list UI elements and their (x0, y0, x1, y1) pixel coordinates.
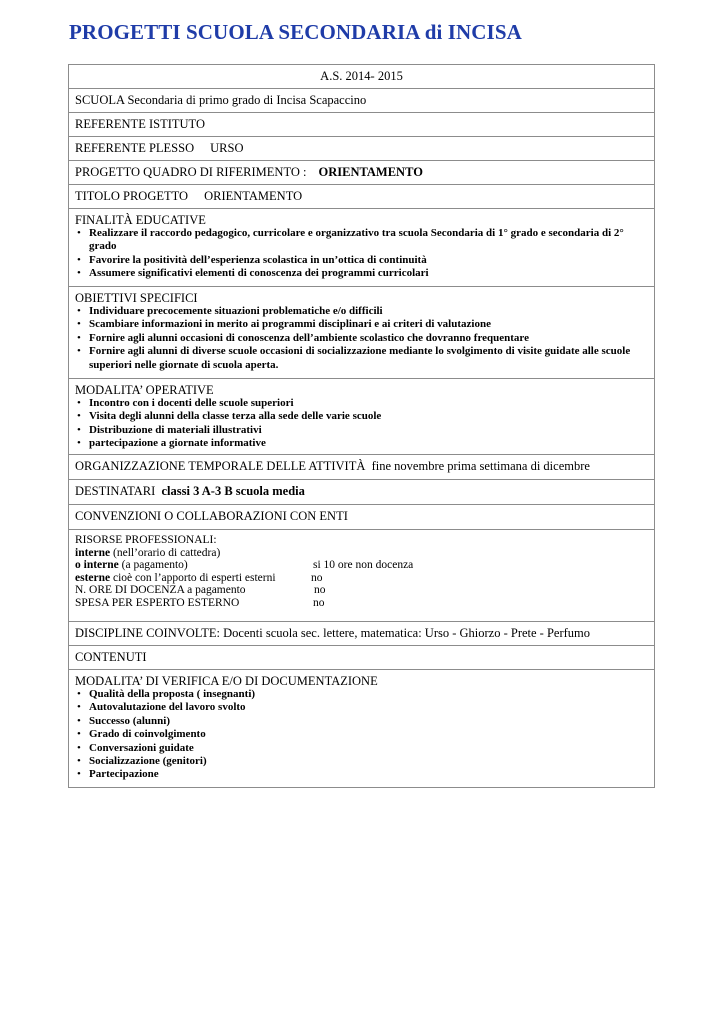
list-item: • Grado di coinvolgimento (89, 728, 648, 741)
list-item: • Qualità della proposta ( insegnanti) (89, 688, 648, 701)
row-obiettivi (69, 287, 655, 379)
verifica-list (75, 688, 648, 782)
list-item: • Visita degli alunni della classe terza alla sede delle varie scuole (89, 410, 648, 423)
list-item: • Autovalutazione del lavoro svolto (89, 701, 648, 714)
referente-plesso-label: REFERENTE PLESSO (75, 141, 195, 155)
risorse-interne (75, 547, 648, 560)
list-item: • Fornire agli alunni di diverse scuole occasioni di socializzazione mediante lo svolgimento di visite guidate alle scuole superiori nelle giornate di scuola aperta. (89, 345, 648, 372)
organizzazione-cell (69, 455, 655, 480)
ore-label: N. ORE DI DOCENZA a pagamento (75, 584, 246, 597)
finalita-heading: FINALITÀ EDUCATIVE (75, 213, 206, 227)
risorse-cell (69, 530, 655, 622)
contenuti-cell: CONTENUTI (69, 646, 655, 670)
list-item: • Favorire la positività dell’esperienza scolastica in un’ottica di continuità (89, 254, 648, 267)
row-scuola (69, 89, 655, 113)
interne-note: (nell’orario di cattedra) (110, 546, 221, 559)
row-discipline (69, 622, 655, 646)
row-finalita (69, 209, 655, 287)
finalita-cell (69, 209, 655, 287)
destinatari-cell (69, 480, 655, 505)
spesa-value: no (313, 596, 325, 609)
row-destinatari (69, 480, 655, 505)
o-interne-note: (a pagamento) (118, 559, 188, 572)
list-item: • Fornire agli alunni occasioni di conoscenza dell’ambiente scolastico che dovranno frequentare (89, 332, 648, 345)
list-item: • Successo (alunni) (89, 715, 648, 728)
titolo-progetto-label: TITOLO PROGETTO (75, 189, 189, 203)
list-item: • Realizzare il raccordo pedagogico, curricolare e organizzativo tra scuola Secondaria di 1° grado e secondaria di 2° grado (89, 227, 648, 254)
row-verifica (69, 670, 655, 788)
row-titolo-progetto (69, 185, 655, 209)
row-contenuti (69, 646, 655, 670)
esterne-label: esterne (75, 571, 111, 584)
risorse-spesa (75, 597, 648, 610)
risorse-heading: RISORSE PROFESSIONALI: (75, 534, 217, 546)
ore-value: no (314, 584, 326, 597)
list-item: • Partecipazione (89, 768, 648, 781)
list-item: • Conversazioni guidate (89, 742, 648, 755)
discipline-cell: DISCIPLINE COINVOLTE: Docenti scuola sec. lettere, matematica: Urso - Ghiorzo - Prete - Perfumo (69, 622, 655, 646)
esterne-note: cioè con l’apporto di esperti esterni (110, 571, 276, 584)
o-interne-value: si 10 ore non docenza (313, 559, 414, 572)
row-anno (69, 65, 655, 89)
list-item: • Distribuzione di materiali illustrativi (89, 424, 648, 437)
row-organizzazione (69, 455, 655, 480)
risorse-esterne (75, 572, 648, 585)
row-convenzioni (69, 505, 655, 530)
titolo-progetto-cell (69, 185, 655, 209)
row-progetto-quadro (69, 161, 655, 185)
organizzazione-label: ORGANIZZAZIONE TEMPORALE DELLE ATTIVITÀ (75, 459, 366, 473)
progetto-quadro-value: ORIENTAMENTO (318, 165, 423, 179)
finalita-list (75, 227, 648, 281)
list-item: • partecipazione a giornate informative (89, 437, 648, 450)
risorse-o-interne (75, 559, 648, 572)
destinatari-label: DESTINATARI (75, 484, 156, 498)
row-risorse (69, 530, 655, 622)
modalita-cell (69, 379, 655, 455)
row-referente-plesso (69, 137, 655, 161)
row-referente-istituto (69, 113, 655, 137)
modalita-heading: MODALITA’ OPERATIVE (75, 383, 214, 397)
destinatari-value: classi 3 A-3 B scuola media (161, 484, 305, 498)
o-interne-label: o interne (75, 559, 119, 572)
referente-plesso-value: URSO (210, 141, 244, 155)
verifica-heading: MODALITA’ DI VERIFICA E/O DI DOCUMENTAZIONE (75, 674, 378, 688)
list-item: • Incontro con i docenti delle scuole superiori (89, 397, 648, 410)
esterne-value: no (311, 571, 323, 584)
project-table (68, 64, 655, 788)
row-modalita (69, 379, 655, 455)
referente-istituto-cell: REFERENTE ISTITUTO (69, 113, 655, 137)
progetto-quadro-cell (69, 161, 655, 185)
risorse-ore (75, 584, 648, 597)
verifica-cell (69, 670, 655, 788)
modalita-list (75, 397, 648, 451)
referente-plesso-cell (69, 137, 655, 161)
obiettivi-cell (69, 287, 655, 379)
progetto-quadro-label: PROGETTO QUADRO DI RIFERIMENTO : (75, 165, 307, 179)
page-title: PROGETTI SCUOLA SECONDARIA di INCISA (69, 20, 522, 44)
list-item: • Socializzazione (genitori) (89, 755, 648, 768)
titolo-progetto-value: ORIENTAMENTO (204, 189, 303, 203)
interne-label: interne (75, 546, 111, 559)
organizzazione-value: fine novembre prima settimana di dicembre (371, 459, 590, 473)
obiettivi-list (75, 305, 648, 372)
school-year-cell: A.S. 2014- 2015 (69, 65, 655, 89)
list-item: • Scambiare informazioni in merito ai programmi disciplinari e ai criteri di valutazione (89, 318, 648, 331)
list-item: • Individuare precocemente situazioni problematiche e/o difficili (89, 305, 648, 318)
list-item: • Assumere significativi elementi di conoscenza dei programmi curricolari (89, 267, 648, 280)
school-cell: SCUOLA Secondaria di primo grado di Incisa Scapaccino (69, 89, 655, 113)
obiettivi-heading: OBIETTIVI SPECIFICI (75, 291, 198, 305)
spesa-label: SPESA PER ESPERTO ESTERNO (75, 596, 240, 609)
convenzioni-cell: CONVENZIONI O COLLABORAZIONI CON ENTI (69, 505, 655, 530)
